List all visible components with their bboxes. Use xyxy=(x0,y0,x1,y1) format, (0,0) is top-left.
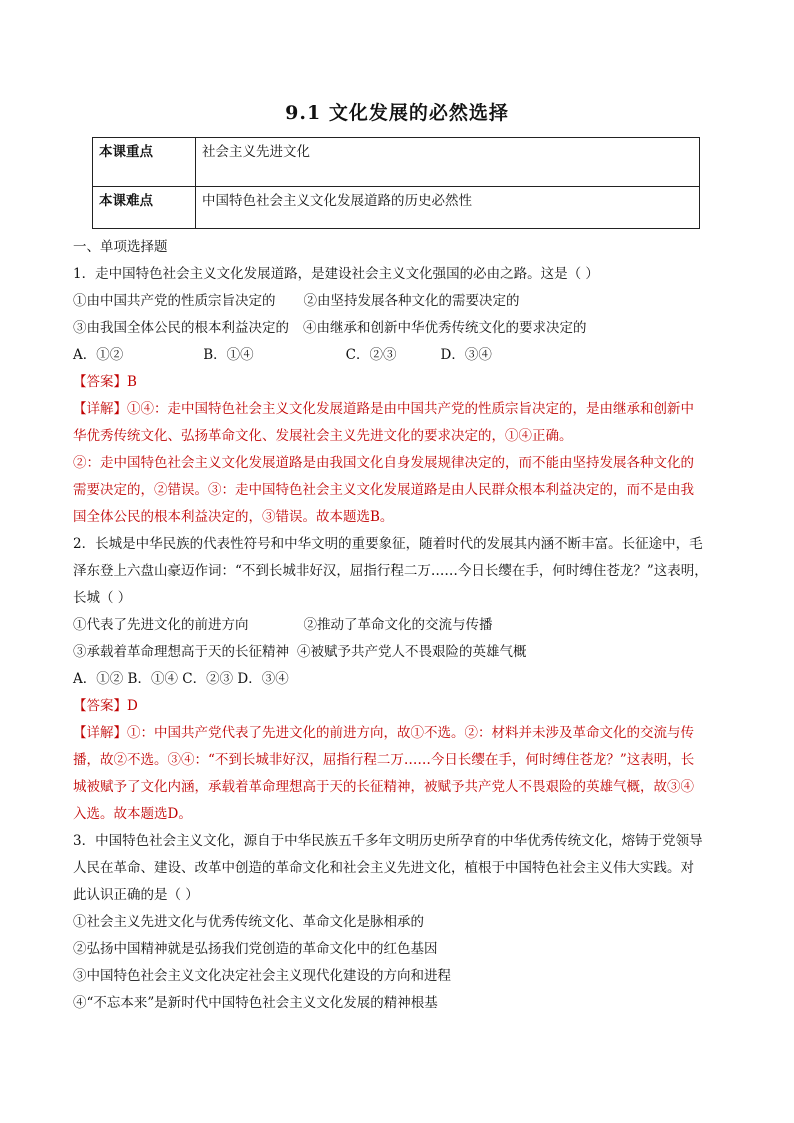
q3-option-1: ①社会主义先进文化与优秀传统文化、革命文化是脉相承的 xyxy=(73,914,424,930)
key-point-label: 本课重点 xyxy=(93,138,196,187)
q1-option-1: ①由中国共产党的性质宗旨决定的 xyxy=(73,293,276,309)
q1-answer: 【答案】B xyxy=(73,374,137,390)
q1-choice-d: D．③④ xyxy=(440,347,492,363)
section-heading: 一、单项选择题 xyxy=(73,239,168,255)
difficult-point-value: 中国特色社会主义文化发展道路的历史必然性 xyxy=(196,187,700,229)
q2-stem-line-1: 2．长城是中华民族的代表性符号和中华文明的重要象征，随着时代的发展其内涵不断丰富。长征途中，毛 xyxy=(73,536,703,552)
difficult-point-label: 本课难点 xyxy=(93,187,196,229)
q2-choices: A．①② B．①④ C．②③ D．③④ xyxy=(73,671,289,687)
q2-option-1: ①代表了先进文化的前进方向 xyxy=(73,617,249,633)
q3-stem-line-1: 3．中国特色社会主义文化，源自于中华民族五千多年文明历史所孕育的中华优秀传统文化，熔铸于党领导 xyxy=(73,833,703,849)
q1-option-4: ④由继承和创新中华优秀传统文化的要求决定的 xyxy=(303,320,587,336)
question-content xyxy=(73,234,723,1017)
q2-option-4: ④被赋予共产党人不畏艰险的英雄气概 xyxy=(297,644,527,660)
q3-option-4: ④“不忘本来”是新时代中国特色社会主义文化发展的精神根基 xyxy=(73,995,438,1011)
q1-choices xyxy=(73,342,723,369)
q2-stem-line-3: 长城（ ） xyxy=(73,590,132,606)
key-point-value: 社会主义先进文化 xyxy=(196,138,700,187)
q2-option-3: ③承载着革命理想高于天的长征精神 xyxy=(73,644,289,660)
q1-explanation-line-2: 华优秀传统文化、弘扬革命文化、发展社会主义先进文化的要求决定的，①④正确。 xyxy=(73,428,573,444)
q2-options-row-1 xyxy=(73,612,723,639)
q1-explanation-line-1: 【详解】①④：走中国特色社会主义文化发展道路是由中国共产党的性质宗旨决定的，是由继承和创新中 xyxy=(73,401,694,417)
lesson-focus-table xyxy=(92,137,700,229)
q3-option-3: ③中国特色社会主义文化决定社会主义现代化建设的方向和进程 xyxy=(73,968,451,984)
q1-choice-a: A．①② xyxy=(73,347,124,363)
q2-options-row-2 xyxy=(73,639,723,666)
q2-explanation-line-4: 入选。故本题选D。 xyxy=(73,806,192,822)
page-title: 9.1 文化发展的必然选择 xyxy=(285,102,509,124)
q1-explanation-line-5: 国全体公民的根本利益决定的，③错误。故本题选B。 xyxy=(73,509,394,525)
q2-explanation-line-1: 【详解】①：中国共产党代表了先进文化的前进方向，故①不选。②：材料并未涉及革命文化的交流与传 xyxy=(73,725,694,741)
q1-choice-c: C．②③ xyxy=(345,347,397,363)
q2-option-2: ②推动了革命文化的交流与传播 xyxy=(303,617,493,633)
q3-stem-line-2: 人民在革命、建设、改革中创造的革命文化和社会主义先进文化，植根于中国特色社会主义伟大实践。对 xyxy=(73,860,694,876)
q1-explanation-line-3: ②：走中国特色社会主义文化发展道路是由我国文化自身发展规律决定的，而不能由坚持发展各种文化的 xyxy=(73,455,694,471)
q1-stem: 1．走中国特色社会主义文化发展道路，是建设社会主义文化强国的必由之路。这是（ ） xyxy=(73,266,599,282)
q1-options-row-2 xyxy=(73,315,723,342)
q2-explanation-line-2: 播，故②不选。③④：“不到长城非好汉，屈指行程二万……今日长缨在手，何时缚住苍龙？”这表明，长 xyxy=(73,752,695,768)
q2-stem-line-2: 泽东登上六盘山豪迈作词：“不到长城非好汉，屈指行程二万……今日长缨在手，何时缚住苍龙？”这表明， xyxy=(73,563,708,579)
q1-choice-b: B．①④ xyxy=(203,347,254,363)
q3-option-2: ②弘扬中国精神就是弘扬我们党创造的革命文化中的红色基因 xyxy=(73,941,438,957)
q1-option-2: ②由坚持发展各种文化的需要决定的 xyxy=(303,293,520,309)
q2-answer: 【答案】D xyxy=(73,698,138,714)
q1-options-row-1 xyxy=(73,288,723,315)
q1-explanation-line-4: 需要决定的，②错误。③：走中国特色社会主义文化发展道路是由人民群众根本利益决定的，而不是由我 xyxy=(73,482,694,498)
q2-explanation-line-3: 城被赋予了文化内涵，承载着革命理想高于天的长征精神，被赋予共产党人不畏艰险的英雄气概，故③④ xyxy=(73,779,694,795)
q3-stem-line-3: 此认识正确的是（ ） xyxy=(73,887,199,903)
q1-option-3: ③由我国全体公民的根本利益决定的 xyxy=(73,320,289,336)
